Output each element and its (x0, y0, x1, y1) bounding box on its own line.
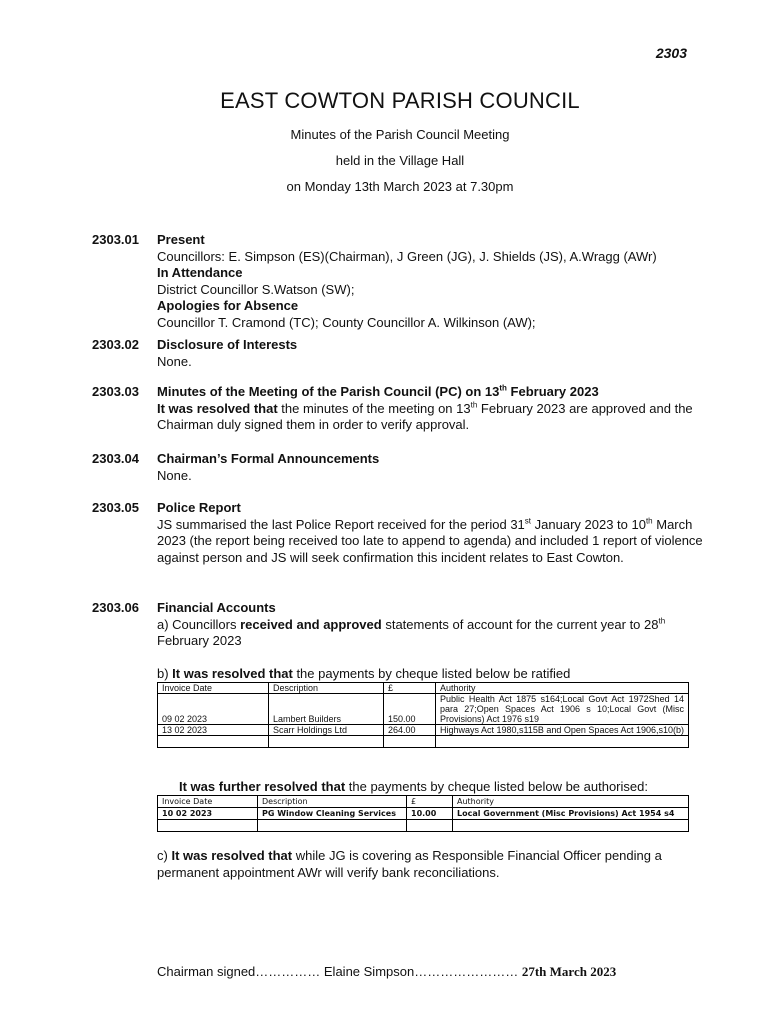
column-header: Description (269, 683, 384, 694)
table-row (158, 694, 689, 725)
subtitle-line-1: Minutes of the Parish Council Meeting (290, 127, 510, 142)
column-header: Authority (453, 796, 689, 808)
financial-item-c: c) It was resolved that while JG is covering as Responsible Financial Officer pending a permanent appointment AWr will verify bank reconciliations. (157, 848, 662, 880)
section-minutes (92, 384, 712, 434)
table-cell: Lambert Builders (269, 694, 384, 725)
section-number: 2303.05 (92, 500, 139, 515)
ratified-payments-table (157, 682, 689, 748)
section-financial (92, 600, 712, 650)
section-present (92, 232, 712, 331)
table-cell: 10.00 (407, 808, 453, 820)
financial-item-b: b) It was resolved that the payments by cheque listed below be ratified (157, 666, 571, 681)
authorised-payments-table (157, 795, 689, 832)
table-cell: Public Health Act 1875 s164;Local Govt Act 1972Shed 14 para 27;Open Spaces Act 1906 s 10;Local Govt (Misc Provisions) Act 1976 s19 (436, 694, 689, 725)
resolution-phrase: It was resolved that (157, 400, 278, 416)
table-cell: 150.00 (384, 694, 436, 725)
page-number: 2303 (655, 45, 687, 61)
chairman-signature-line (157, 964, 616, 980)
section-text: It was resolved that the minutes of the meeting on 13th February 2023 are approved and the Chairman duly signed them in order to verify approval. (157, 400, 693, 432)
section-text: None. (157, 467, 192, 483)
subtitle-line-3: on Monday 13th March 2023 at 7.30pm (286, 179, 514, 194)
table-cell: Scarr Holdings Ltd (269, 725, 384, 736)
table-row (158, 725, 689, 736)
section-heading: Disclosure of Interests (157, 337, 298, 352)
document-title: EAST COWTON PARISH COUNCIL (220, 88, 580, 113)
table-empty-row (158, 820, 689, 832)
attendance-heading: In Attendance (157, 265, 243, 280)
section-number: 2303.03 (92, 384, 139, 399)
column-header: Invoice Date (158, 796, 258, 808)
column-header: £ (407, 796, 453, 808)
table-cell: 09 02 2023 (158, 694, 269, 725)
table-cell: PG Window Cleaning Services (258, 808, 407, 820)
subtitle-line-2: held in the Village Hall (335, 153, 465, 168)
column-header: Description (258, 796, 407, 808)
section-number: 2303.06 (92, 600, 139, 615)
present-list: Councillors: E. Simpson (ES)(Chairman), J Green (JG), J. Shields (JS), A.Wragg (AWr) (157, 248, 657, 264)
section-text: None. (157, 353, 192, 369)
attendance-list: District Councillor S.Watson (SW); (157, 281, 355, 297)
section-announcements (92, 451, 712, 484)
apologies-heading: Apologies for Absence (157, 298, 299, 313)
section-heading: Chairman’s Formal Announcements (157, 451, 380, 466)
section-heading: Financial Accounts (157, 600, 276, 615)
section-number: 2303.04 (92, 451, 139, 466)
table-empty-row (158, 736, 689, 748)
financial-item-a: a) Councillors received and approved statements of account for the current year to 28th February 2023 (157, 616, 666, 648)
section-heading: Minutes of the Meeting of the Parish Council (PC) on 13th February 2023 (157, 383, 599, 399)
section-number: 2303.02 (92, 337, 139, 352)
table-cell: 264.00 (384, 725, 436, 736)
section-police-report (92, 500, 712, 566)
table-header-row (158, 683, 689, 694)
section-disclosure (92, 337, 712, 370)
column-header: Invoice Date (158, 683, 269, 694)
signature-text: Chairman signed…………… Elaine Simpson…………………… (157, 964, 522, 979)
signature-date: 27th March 2023 (521, 964, 617, 979)
apologies-list: Councillor T. Cramond (TC); County Councillor A. Wilkinson (AW); (157, 314, 536, 330)
column-header: Authority (436, 683, 689, 694)
section-heading: Police Report (157, 500, 241, 515)
section-heading: Present (157, 232, 205, 247)
table-row (158, 808, 689, 820)
table-header-row (158, 796, 689, 808)
section-number: 2303.01 (92, 232, 139, 247)
table-cell: Highways Act 1980,s115B and Open Spaces Act 1906,s10(b) (436, 725, 689, 736)
table-cell: 13 02 2023 (158, 725, 269, 736)
section-text: JS summarised the last Police Report received for the period 31st January 2023 to 10th March 2023 (the report being received too late to append to agenda) and included 1 report of violence against person and JS will seek confirmation this incident relates to East Cowton. (157, 516, 703, 565)
further-resolution: It was further resolved that the payments by cheque listed below be authorised: (179, 779, 648, 794)
table-cell: 10 02 2023 (158, 808, 258, 820)
column-header: £ (384, 683, 436, 694)
table-cell: Local Government (Misc Provisions) Act 1954 s4 (453, 808, 689, 820)
